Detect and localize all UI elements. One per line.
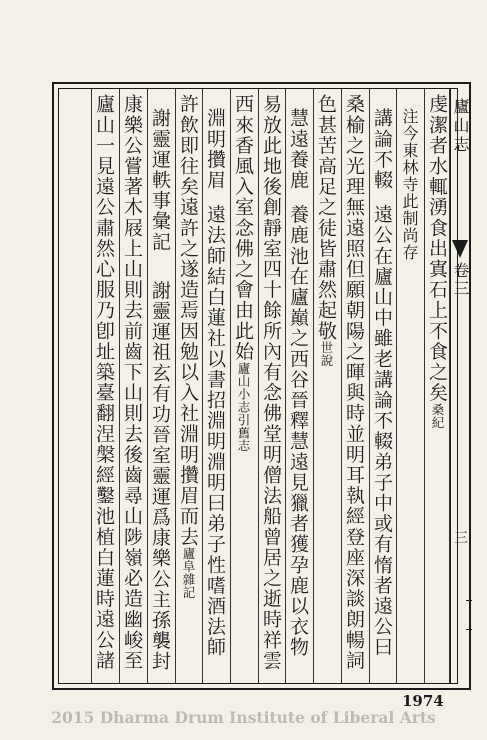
column-text: 易放此地後創靜室四十餘所內有念佛堂明僧法船曾居之逝時祥雲 — [260, 94, 282, 671]
column-rule — [175, 89, 176, 683]
column-rule — [147, 89, 148, 683]
column-rule — [258, 89, 259, 683]
fish-tail-mark — [452, 240, 468, 258]
text-column — [149, 94, 171, 682]
annotation-text: 注今東林寺此制尚存 — [400, 108, 419, 261]
column-rule — [313, 89, 314, 683]
side-title-strip — [450, 88, 471, 684]
column-text: 色甚苦高足之徒皆肅然起敬 — [315, 94, 337, 342]
page-number: 1974 — [402, 692, 444, 710]
source-note: 世說 — [319, 341, 334, 368]
text-column — [398, 94, 420, 682]
text-column — [287, 94, 309, 682]
folio-label: 三 — [452, 530, 468, 544]
column-text: 遠公在廬山中雖老講論不輟弟子中或有惰者遠公曰 — [371, 204, 393, 658]
column-rule — [396, 89, 397, 683]
source-note: 廬山小志引舊志 — [236, 361, 251, 453]
column-rule — [119, 89, 120, 683]
column-text: 謝靈運祖玄有功晉室靈運爲康樂公主孫襲封 — [149, 280, 171, 672]
text-column — [232, 94, 254, 682]
source-note: 廬阜雜記 — [181, 547, 196, 599]
column-rule — [369, 89, 370, 683]
column-rule — [285, 89, 286, 683]
text-column — [343, 94, 365, 682]
column-text: 康樂公嘗著木屐上山則去前齒下山則去後齒尋山陟嶺必造幽峻至 — [121, 94, 143, 671]
column-rule — [91, 89, 92, 683]
watermark: 2015 Dharma Drum Institute of Liberal Arts — [51, 708, 436, 727]
column-rule — [341, 89, 342, 683]
text-column — [93, 94, 115, 682]
column-text: 遠法師結白蓮社以書招淵明淵明曰弟子性嗜酒法師 — [204, 204, 226, 658]
column-rule — [449, 89, 450, 683]
column-text: 廬山一見遠公肅然心服乃卽址築臺翻涅槃經鑿池植白蓮時遠公諸 — [93, 94, 115, 671]
chapter-label: 卷三 — [451, 262, 470, 298]
column-text: 桑榆之光理無遠照但願朝陽之暉與時並明耳執經登座深談朗暢詞 — [343, 94, 365, 671]
column-text: 養鹿池在廬巔之西谷晉釋慧遠見獵者獲孕鹿以衣物 — [287, 204, 309, 658]
text-column — [177, 94, 199, 682]
entry-heading: 講論不輟 — [371, 108, 393, 191]
text-column — [371, 94, 393, 682]
book-title: 廬山志 — [451, 98, 470, 155]
entry-heading: 淵明攢眉 — [204, 108, 226, 191]
column-rule — [202, 89, 203, 683]
column-text: 許飲即往矣遠許之遂造焉因勉以入社淵明攢眉而去 — [177, 94, 199, 548]
column-text: 西來香風入室念佛之會由此始 — [232, 94, 254, 362]
text-column — [260, 94, 282, 682]
entry-heading: 謝靈運軼事彙記 — [149, 108, 171, 253]
text-column — [204, 94, 226, 682]
source-note: 桑紀 — [430, 403, 445, 429]
column-rule — [424, 89, 425, 683]
side-notch — [466, 600, 472, 630]
column-rule — [230, 89, 231, 683]
column-text: 虔潔者水輒湧食出寘石上不食之矣 — [426, 94, 448, 403]
text-column — [426, 94, 448, 682]
entry-heading: 慧遠養鹿 — [287, 108, 309, 191]
text-column — [121, 94, 143, 682]
text-column — [315, 94, 337, 682]
